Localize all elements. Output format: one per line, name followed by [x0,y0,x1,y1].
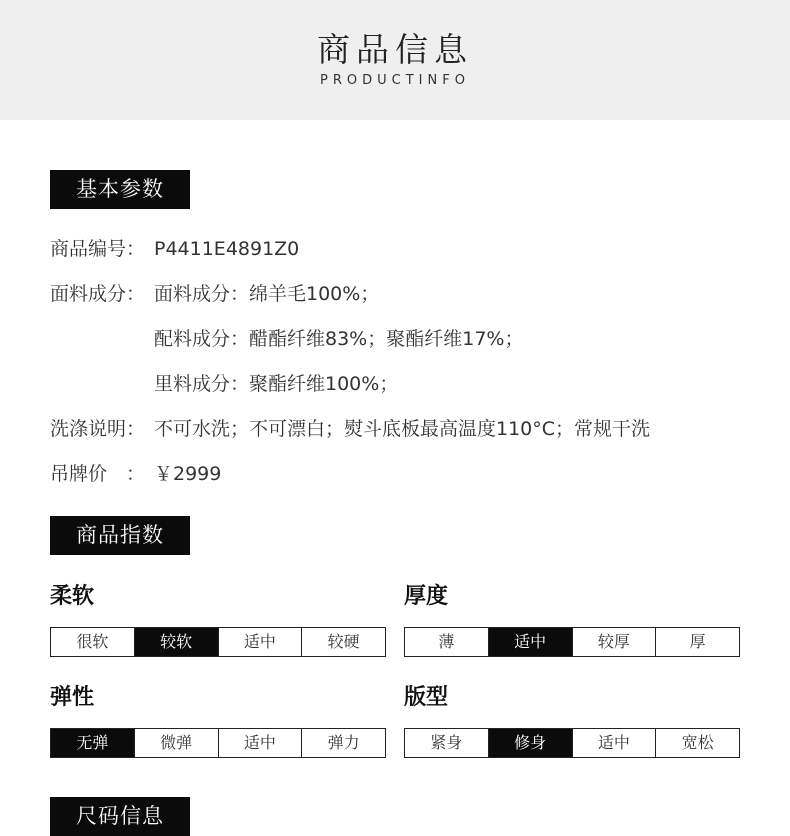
scale-option: 适中 [572,729,656,757]
scale-option: 适中 [218,729,302,757]
scale-softness [50,627,386,657]
scale-option: 微弹 [134,729,218,757]
page-header [0,0,790,120]
param-value: 不可水洗；不可漂白；熨斗底板最高温度110°C；常规干洗 [154,418,651,440]
scale-elasticity [50,728,386,758]
param-value: P4411E4891Z0 [154,238,300,260]
scale-option: 厚 [655,628,739,656]
page-title: 商品信息 [317,30,473,69]
index-title-softness: 柔软 [50,584,95,609]
scale-option: 适中 [488,628,572,656]
scale-thickness [404,627,740,657]
scale-option: 弹力 [301,729,385,757]
index-title-elasticity: 弹性 [50,685,95,710]
param-value: 里料成分：聚酯纤维100%； [154,373,399,395]
param-value: 配料成分：醋酯纤维83%；聚酯纤维17%； [154,328,524,350]
page-subtitle: PRODUCTINFO [320,73,470,88]
scale-option: 较硬 [301,628,385,656]
section-label-index: 商品指数 [50,516,190,555]
scale-fit [404,728,740,758]
scale-option: 宽松 [655,729,739,757]
scale-option: 适中 [218,628,302,656]
param-key: 面料成分： [50,283,146,305]
param-key: 商品编号： [50,238,146,260]
scale-option: 紧身 [430,733,463,752]
scale-option: 较软 [134,628,218,656]
section-label-size: 尺码信息 [50,797,190,836]
scale-option: 无弹 [51,729,134,757]
param-value: 面料成分：绵羊毛100%； [154,283,380,305]
index-title-fit: 版型 [404,685,449,710]
scale-option: 修身 [488,729,572,757]
scale-option: 薄 [438,632,455,651]
param-key: 洗涤说明： [50,418,146,440]
section-label-basic: 基本参数 [50,170,190,209]
index-title-thickness: 厚度 [404,584,449,609]
scale-option: 较厚 [572,628,656,656]
param-key: 吊牌价 ： [50,463,146,485]
param-value: ￥2999 [154,463,222,485]
scale-option: 很软 [76,632,109,651]
